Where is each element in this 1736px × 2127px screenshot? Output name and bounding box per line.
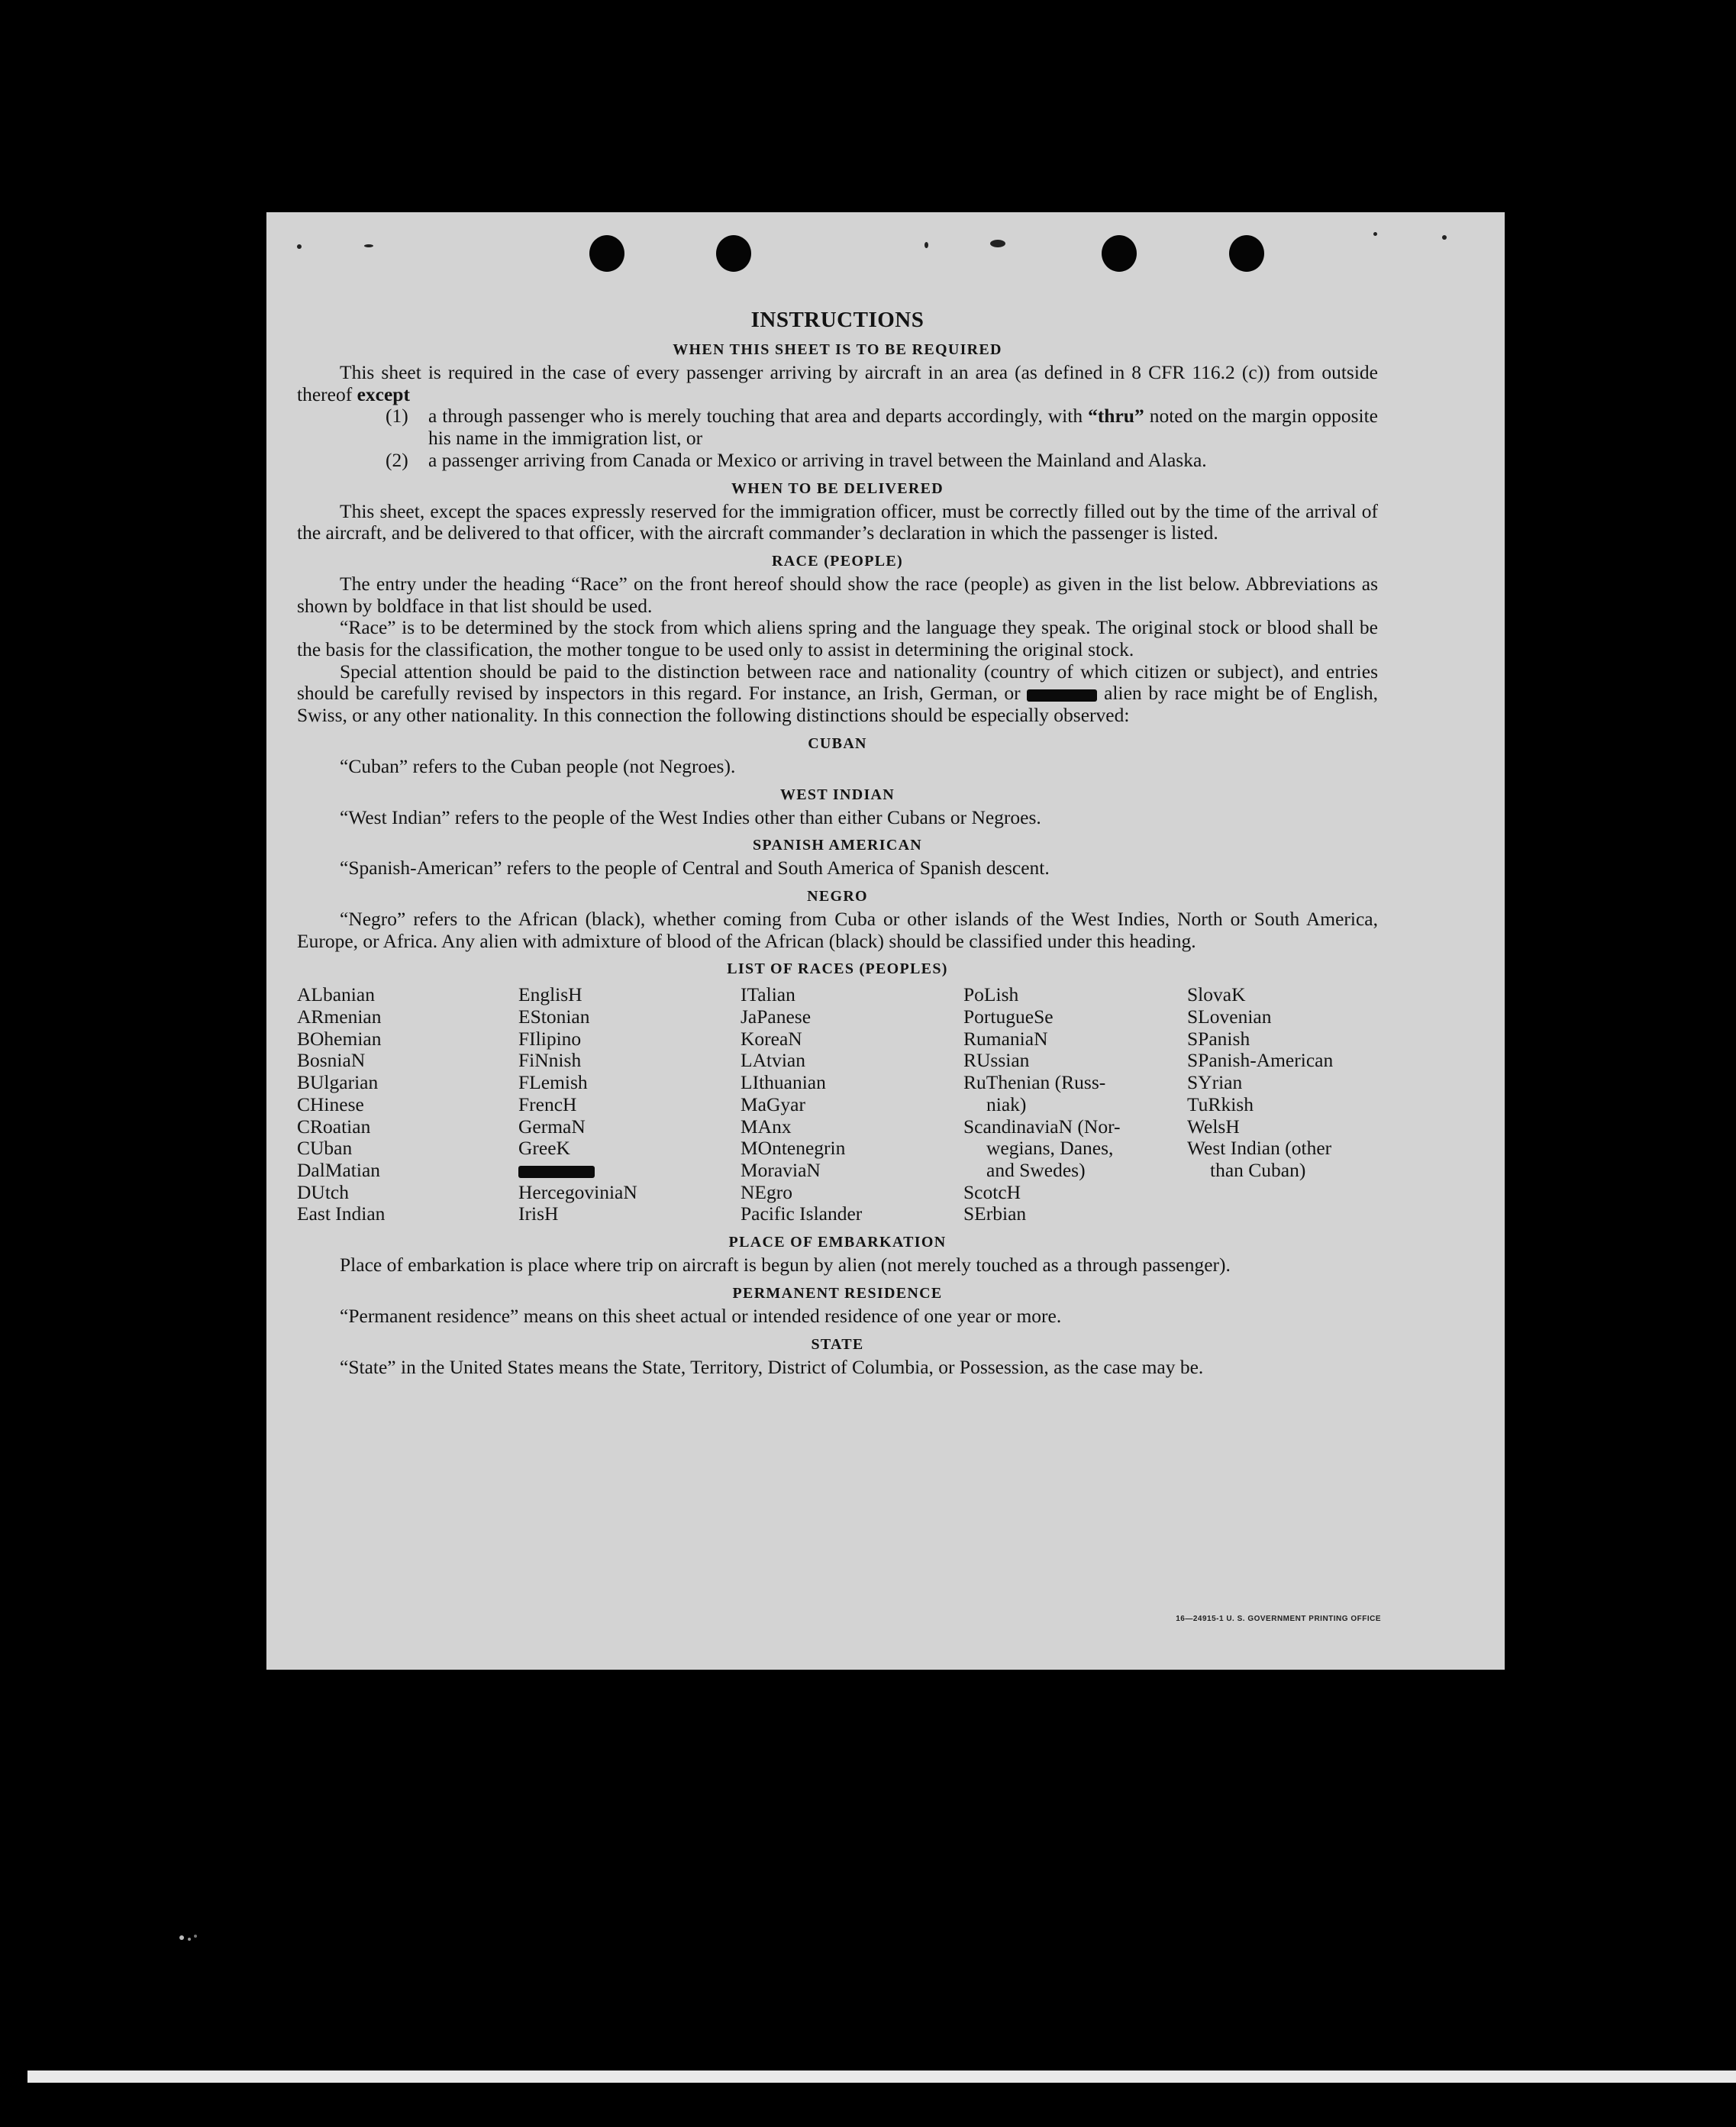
race-item: SPanish: [1187, 1027, 1250, 1050]
race-item: GreeK: [518, 1137, 570, 1160]
races-column-1: [297, 984, 518, 1225]
required-text: This sheet is required in the case of every passenger arriving by aircraft in an area (as defined in 8 CFR 116.2 (c)) from outside thereof: [297, 361, 1378, 405]
race-item: BUlgarian: [297, 1071, 379, 1094]
race-item: West Indian (other: [1187, 1137, 1332, 1160]
dust-speck: [297, 244, 302, 249]
race-item: EStonian: [518, 1005, 590, 1028]
races-column-5: [1187, 984, 1378, 1225]
delivered-paragraph: This sheet, except the spaces expressly reserved for the immigration officer, must be correctly filled out by the time of the arrival of the aircraft, and be delivered to that officer, with the aircraft commander’s declaration in which the passenger is listed.: [297, 499, 1378, 544]
race-item: PoLish: [963, 983, 1019, 1006]
race-item: RumaniaN: [963, 1027, 1048, 1050]
race-item: CRoatian: [297, 1115, 371, 1138]
except-word: except: [357, 382, 410, 405]
dust-speck: [924, 242, 928, 248]
race-paragraph-3: [297, 661, 1378, 727]
printing-office-code: 16—24915-1 U. S. GOVERNMENT PRINTING OFFICE: [1176, 1615, 1381, 1623]
item-number: (1): [386, 405, 408, 428]
residence-text: “Permanent residence” means on this sheet actual or intended residence of one year or more.: [340, 1304, 1062, 1327]
race-text: Special attention should be paid to the distinction between race and nationality (country of which citizen or subject), and entries should be carefully revised by inspectors in this regard. For instance, an Irish, German, or: [297, 660, 1378, 705]
race-item: FIlipino: [518, 1027, 582, 1050]
race-item: SErbian: [963, 1202, 1027, 1225]
race-item: DUtch: [297, 1180, 349, 1203]
race-item-continued: niak): [986, 1093, 1027, 1115]
race-item-continued: and Swedes): [986, 1158, 1086, 1181]
race-item: SYrian: [1187, 1071, 1243, 1094]
race-item: ITalian: [741, 983, 795, 1006]
race-item: MAnx: [741, 1115, 792, 1138]
race-item: WelsH: [1187, 1115, 1240, 1138]
race-item-continued: than Cuban): [1210, 1158, 1306, 1181]
race-item: RUssian: [963, 1049, 1030, 1072]
punch-hole: [589, 235, 624, 272]
race-item: DalMatian: [297, 1158, 381, 1181]
state-text: “State” in the United States means the State, Territory, District of Columbia, or Possession, as the case may be.: [340, 1355, 1204, 1378]
redaction-mark: [518, 1166, 595, 1178]
scan-edge-strip: [27, 2071, 1736, 2083]
races-list: [297, 984, 1378, 1225]
exception-item-2: [386, 450, 1378, 472]
section-heading-embarkation: PLACE OF EMBARKATION: [728, 1234, 947, 1251]
document-sheet: [266, 212, 1505, 1670]
section-heading-required: WHEN THIS SHEET IS TO BE REQUIRED: [673, 341, 1002, 358]
spanish-american-text: “Spanish-American” refers to the people of Central and South America of Spanish descent.: [340, 857, 1050, 880]
race-item: TuRkish: [1187, 1093, 1254, 1115]
dust-speck: [1442, 235, 1447, 240]
race-item: PortugueSe: [963, 1005, 1054, 1028]
section-heading-state: STATE: [811, 1335, 864, 1353]
race-item: HercegoviniaN: [518, 1180, 637, 1203]
race-item: BosniaN: [297, 1049, 366, 1072]
punch-hole: [1102, 235, 1137, 272]
race-item: FLemish: [518, 1071, 588, 1094]
race-paragraph-2: “Race” is to be determined by the stock from which aliens spring and the language they speak. The original stock or blood shall be the basis for the classification, the mother tongue to be used only to assist in determining the original stock.: [297, 616, 1378, 661]
exception-item-1: [386, 405, 1378, 449]
race-item: SLovenian: [1187, 1005, 1272, 1028]
dust-speck: [364, 244, 373, 247]
race-paragraph-1: The entry under the heading “Race” on the front hereof should show the race (people) as given in the list below. Abbreviations as shown by boldface in that list should be used.: [297, 572, 1378, 617]
punch-hole: [716, 235, 751, 272]
required-paragraph: [297, 362, 1378, 405]
race-item: ARmenian: [297, 1005, 382, 1028]
race-text: alien by race might be of English, Swiss, or any other nationality. In this connection the following distinctions should be especially observed:: [297, 682, 1378, 727]
west-indian-text: “West Indian” refers to the people of the West Indies other than either Cubans or Negroes.: [340, 805, 1041, 828]
race-item: Pacific Islander: [741, 1202, 863, 1225]
race-item: ScandinaviaN (Nor-: [963, 1115, 1121, 1138]
race-item: East Indian: [297, 1202, 386, 1225]
item-number: (2): [386, 448, 408, 471]
race-item: LAtvian: [741, 1049, 805, 1072]
section-heading-races-list: LIST OF RACES (PEOPLES): [727, 960, 948, 978]
race-item: BOhemian: [297, 1027, 382, 1050]
race-item: CHinese: [297, 1093, 364, 1115]
section-heading-negro: NEGRO: [807, 887, 868, 905]
negro-text: “Negro” refers to the African (black), whether coming from Cuba or other islands of the West Indies, North or South America, Europe, or Africa. Any alien with admixture of blood of the African (black) should be classified under this heading.: [297, 907, 1378, 952]
race-item: LIthuanian: [741, 1071, 826, 1094]
race-item: FrencH: [518, 1093, 577, 1115]
race-item: RuThenian (Russ-: [963, 1071, 1106, 1094]
dust-speck: [990, 240, 1005, 247]
section-heading-spanish-american: SPANISH AMERICAN: [752, 837, 923, 854]
page-title: INSTRUCTIONS: [750, 308, 924, 332]
race-item: MOntenegrin: [741, 1137, 846, 1160]
race-item: MoraviaN: [741, 1158, 821, 1181]
race-item: GermaN: [518, 1115, 586, 1138]
races-column-3: [741, 984, 963, 1225]
thru-word: “thru”: [1088, 405, 1144, 428]
races-column-4: [963, 984, 1187, 1225]
race-item-redacted: [518, 1160, 741, 1182]
punch-hole: [1229, 235, 1264, 272]
race-item: ALbanian: [297, 983, 375, 1006]
cuban-text: “Cuban” refers to the Cuban people (not Negroes).: [340, 754, 736, 777]
race-item: CUban: [297, 1137, 353, 1160]
section-heading-west-indian: WEST INDIAN: [779, 786, 895, 803]
redaction-mark: [1027, 689, 1097, 702]
race-item: SlovaK: [1187, 983, 1246, 1006]
race-item: MaGyar: [741, 1093, 805, 1115]
dust-speck: [1373, 232, 1377, 236]
section-heading-cuban: CUBAN: [808, 734, 867, 752]
item-text: a passenger arriving from Canada or Mexico or arriving in travel between the Mainland and Alaska.: [428, 448, 1207, 471]
item-text-part: a through passenger who is merely touching that area and departs accordingly, with: [428, 405, 1089, 428]
section-heading-delivered: WHEN TO BE DELIVERED: [731, 479, 944, 497]
section-heading-race: RACE (PEOPLE): [772, 552, 903, 570]
scan-artifact: [177, 1930, 208, 1945]
race-item: ScotcH: [963, 1180, 1021, 1203]
race-item-continued: wegians, Danes,: [986, 1137, 1114, 1160]
races-column-2: [518, 984, 741, 1225]
race-item: IrisH: [518, 1202, 559, 1225]
embarkation-text: Place of embarkation is place where trip on aircraft is begun by alien (not merely touched as a through passenger).: [340, 1254, 1231, 1277]
race-item: EnglisH: [518, 983, 582, 1006]
race-item: KoreaN: [741, 1027, 802, 1050]
item-text-part: noted on the margin opposite his name in the immigration list, or: [428, 405, 1378, 450]
race-item: SPanish-American: [1187, 1049, 1334, 1072]
race-item: JaPanese: [741, 1005, 812, 1028]
race-item: NEgro: [741, 1180, 792, 1203]
race-item: FiNnish: [518, 1049, 582, 1072]
instructions-content: [297, 307, 1378, 1378]
section-heading-residence: PERMANENT RESIDENCE: [732, 1284, 943, 1302]
item-text: [428, 405, 1378, 449]
